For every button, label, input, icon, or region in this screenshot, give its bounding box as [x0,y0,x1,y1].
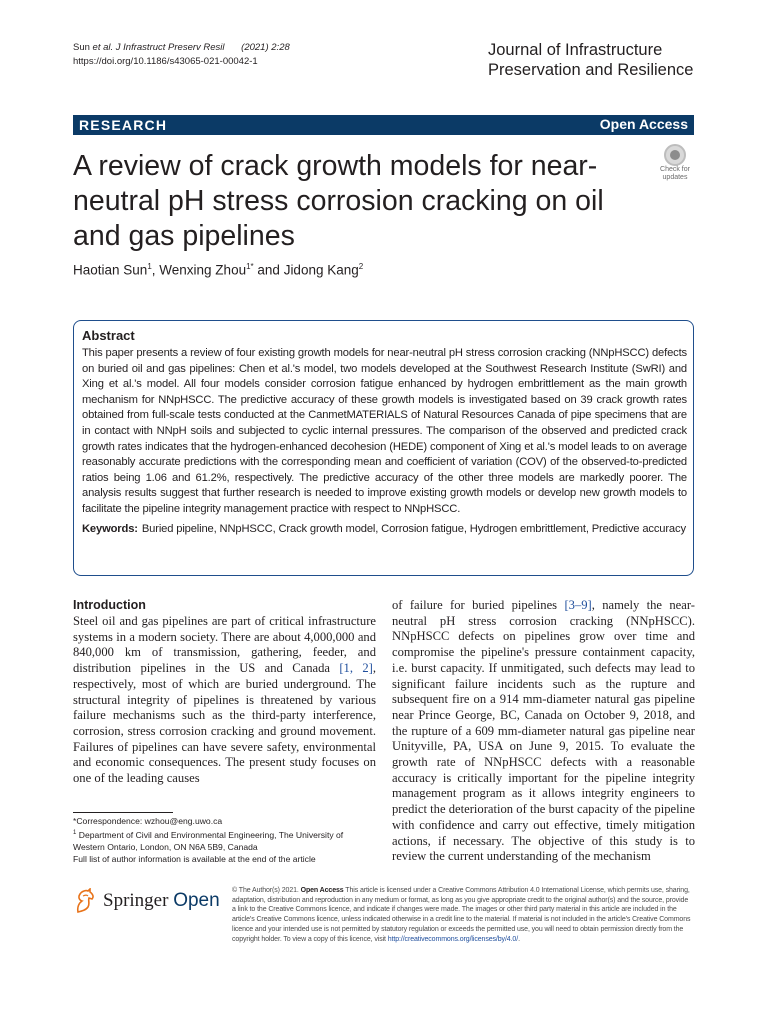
author-affiliation-mark: 2 [358,262,364,271]
affiliation-note: $^1$ Department of Civil and Environmental Engineering, The University of Western Ontario, London, ON N6A 5B9, Canada [73,829,344,852]
body-column-left [73,598,376,787]
journal-name-line2: Preservation and Resilience [488,61,694,79]
footnotes [73,815,373,865]
article-title: A review of crack growth models for near-neutral pH stress corrosion cracking on oil and gas pipelines [73,150,604,252]
body-column-right [392,598,695,865]
section-heading-introduction: Introduction [73,598,146,612]
doi-link[interactable]: https://doi.org/10.1186/s43065-021-00042-1 [73,56,258,67]
abstract-heading: Abstract [82,328,135,343]
author-name[interactable]: Wenxing Zhou [159,262,247,278]
author-name[interactable]: Jidong Kang [283,262,359,278]
citation-link[interactable]: [3–9] [564,598,592,612]
author-affiliation-mark: 1 [147,262,152,271]
body-paragraph: Steel oil and gas pipelines are part of critical infrastructure systems in a modern society. There are about 4,000,000 and 840,000 km of transmission, gathering, feeder, and distribution pipelines in the US and Canada [1, 2], respectively, most of which are buried underground. The structural integrity of pipelines is threatened by various failure mechanisms such as the third-party interference, corrosion, stress corrosion cracking and ground movement. Failures of pipelines can have severe safety, environmental and economic consequences. The present study focuses on one of the leading causes [73,614,376,786]
license-link[interactable]: http://creativecommons.org/licenses/by/4.0/ [387,935,519,943]
correspondence-note: *Correspondence: wzhou@eng.uwo.ca [73,816,223,826]
journal-name-line1: Journal of Infrastructure [488,41,663,59]
springer-horse-icon [73,888,97,914]
abstract-text: This paper presents a review of four existing growth models for near-neutral pH stress corrosion cracking (NNpHSCC) defects on buried oil and gas pipelines: Chen et al.'s model, two models developed at the Southwest Research Institute (SwRI) and Xing et al.'s model. All four models consider corrosion fatigue enhanced by hydrogen embrittlement as the main growth mechanism for NNpHSCC. The predictive accuracy of these growth models is investigated based on 39 crack growth rates obtained from full-scale tests conducted at the CanmetMATERIALS of Natural Resources Canada of pipe specimens that are in contact with NNpH soils and subjected to cyclic internal pressures. The comparison of the observed and predicted crack growth rates indicates that the hydrogen-enhanced decohesion (HEDE) component of Xing et al.'s model leads to on average reasonably accurate predictions with the corresponding mean and coefficient of variation (COV) of the observed-to-predicted ratios being 1.06 and 61.2%, respectively. The predictive accuracy of the other three models are markedly poorer. The analysis results suggest that further research is needed to improve existing growth models or develop new growth models to facilitate the pipeline integrity management practice with respect to NNpHSCC. [82,347,687,515]
open-access-label: Open Access [592,115,690,135]
citation-link[interactable]: [1, 2] [339,661,373,676]
article-type-banner [73,115,694,135]
author-affiliation-mark: 1* [246,262,254,271]
keywords-label: Keywords: [82,522,138,535]
body-paragraph: of failure for buried pipelines [3–9], namely the near-neutral pH stress corrosion cracking (NNpHSCC). NNpHSCC defects on pipelines grow over time and compromise the pipeline's pressure containment capacity, i.e. burst capacity. If unmitigated, such defects may lead to significant failure incidents such as the rupture and subsequent fire on a 914 mm-diameter natural gas pipeline near Prince George, BC, Canada on October 9, 2018, and the rupture of a 609 mm-diameter natural gas pipeline near Unityville, PA, USA on June 9, 2015. To evaluate the growth rate of NNpHSCC defects with a reasonable accuracy is critically important for the pipeline integrity management program as it allows integrity engineers to predict the deterioration of the burst capacity of the pipeline with confidence and carry out effective, timely mitigation actions, if necessary. The objective of this study is to review the current understanding of the mechanism [392,598,695,864]
check-for-updates-label: Check for updates [660,166,690,181]
author-name[interactable]: Haotian Sun [73,262,148,278]
license-text: © The Author(s) 2021. Open Access This article is licensed under a Creative Commons Attribution 4.0 International License, which permits use, sharing, adaptation, distribution and reproduction in any medium or format, as long as you give appropriate credit to the original author(s) and the source, provide a link to the Creative Commons licence, and indicate if changes were made. The images or other third party material in this article are included in the article's Creative Commons licence, unless indicated otherwise in a credit line to the material. If material is not included in the article's Creative Commons licence and your intended use is not permitted by statutory regulation or exceeds the permitted use, you will need to obtain permission directly from the copyright holder. To view a copy of this licence, visit http://creativecommons.org/licenses/by/4.0/. [232,887,691,943]
footnote-divider [73,812,173,813]
citation-year: (2021) 2:28 [241,42,290,53]
author-list: Haotian Sun$^1$, Wenxing Zhou$^{1*}$ and Jidong Kang$^2$ [73,262,364,278]
springer-open-logo [73,886,223,918]
journal-name [488,40,693,80]
citation-authors: Sun [73,42,90,53]
running-citation [73,41,290,69]
keywords-list: Buried pipeline, NNpHSCC, Crack growth model, Corrosion fatigue, Hydrogen embrittlement, Predictive accuracy [141,522,686,535]
author-info-note: Full list of author information is available at the end of the article [73,853,316,864]
citation-journal: et al. J Infrastruct Preserv Resil [92,42,225,53]
crossmark-icon [664,144,686,166]
check-for-updates-button[interactable] [655,144,695,180]
article-type-label: RESEARCH [79,117,168,133]
keywords [82,522,687,538]
abstract-box [73,320,694,576]
springer-wordmark: Springer Open [103,890,220,911]
